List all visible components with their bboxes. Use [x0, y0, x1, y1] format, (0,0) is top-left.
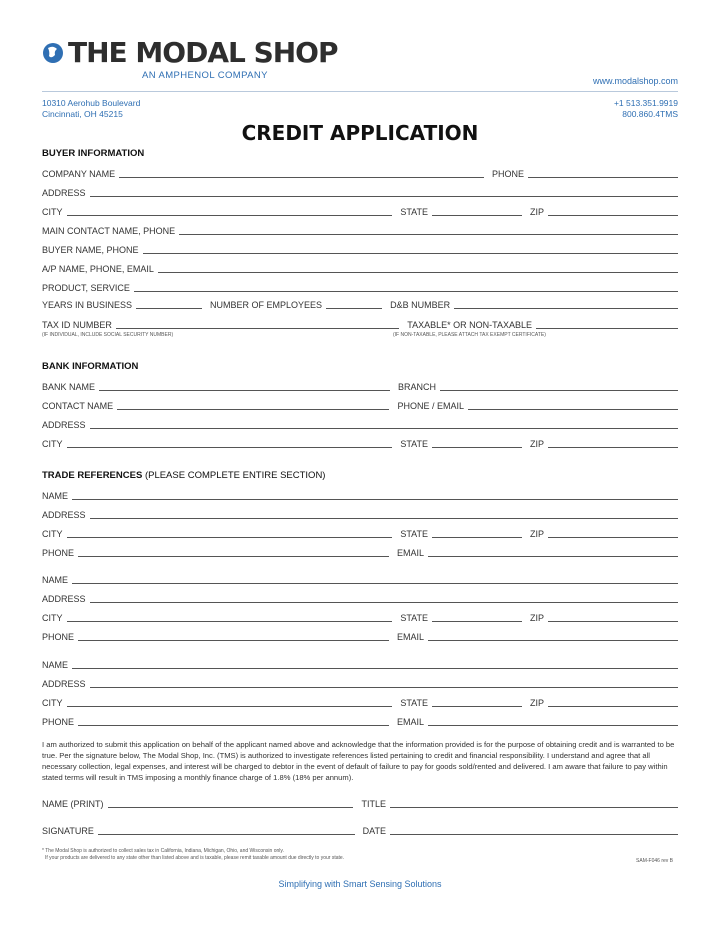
- bank-zip-label: ZIP: [529, 439, 544, 449]
- phone-email-label: PHONE / EMAIL: [397, 401, 464, 411]
- company-name-field[interactable]: [119, 177, 484, 178]
- ref3-email-field[interactable]: [428, 725, 678, 726]
- bank-name-field[interactable]: [99, 390, 390, 391]
- ref1-address-field[interactable]: [90, 518, 678, 519]
- ref3-name-field[interactable]: [72, 668, 678, 669]
- ap-name-label: A/P NAME, PHONE, EMAIL: [42, 264, 154, 274]
- header-divider: [42, 91, 678, 92]
- phone-label: PHONE: [491, 169, 524, 179]
- ref1-name-row: [42, 489, 678, 501]
- ref1-name-field[interactable]: [72, 499, 678, 500]
- product-service-label: PRODUCT, SERVICE: [42, 283, 130, 293]
- ref3-email-label: EMAIL: [396, 717, 424, 727]
- buyer-name-label: BUYER NAME, PHONE: [42, 245, 139, 255]
- ref3-zip-field[interactable]: [548, 706, 678, 707]
- city-field[interactable]: [67, 215, 393, 216]
- bank-address-field[interactable]: [90, 428, 678, 429]
- bank-state-label: STATE: [400, 439, 428, 449]
- ref2-address-field[interactable]: [90, 602, 678, 603]
- tax-id-field[interactable]: [116, 328, 399, 329]
- website-link[interactable]: www.modalshop.com: [592, 76, 678, 86]
- ref1-phone-field[interactable]: [78, 556, 389, 557]
- ref2-address-label: ADDRESS: [42, 594, 86, 604]
- company-name: THE MODAL SHOP: [68, 36, 338, 69]
- ref1-city-label: CITY: [42, 529, 63, 539]
- ref2-phone-field[interactable]: [78, 640, 389, 641]
- ref1-address-label: ADDRESS: [42, 510, 86, 520]
- row-bank-address: [42, 418, 678, 430]
- row-bank-city: [42, 437, 678, 449]
- date-label: DATE: [362, 826, 386, 836]
- ref1-zip-field[interactable]: [548, 537, 678, 538]
- row-buyer-city: [42, 205, 678, 217]
- ref1-state-label: STATE: [400, 529, 428, 539]
- name-print-label: NAME (PRINT): [42, 799, 104, 809]
- letterhead: [42, 38, 338, 81]
- company-tagline: AN AMPHENOL COMPANY: [142, 70, 268, 81]
- footer-slogan: Simplifying with Smart Sensing Solutions: [278, 879, 442, 889]
- ref2-phone-label: PHONE: [42, 632, 75, 642]
- ref2-phone-row: [42, 630, 678, 642]
- tax-id-note: (IF INDIVIDUAL, INCLUDE SOCIAL SECURITY NUMBER): [42, 332, 174, 338]
- row-buyer-name: [42, 243, 678, 255]
- tax-footnote: [42, 848, 344, 862]
- trade-subheading: (PLEASE COMPLETE ENTIRE SECTION): [144, 470, 326, 481]
- main-contact-label: MAIN CONTACT NAME, PHONE: [42, 226, 176, 236]
- tax-id-label: TAX ID NUMBER: [42, 320, 112, 330]
- ref2-address-row: [42, 592, 678, 604]
- ref3-phone-row: [42, 715, 678, 727]
- ref2-name-row: [42, 573, 678, 585]
- row-business-info: [42, 298, 678, 310]
- ref3-name-label: NAME: [42, 660, 69, 670]
- ref3-phone-field[interactable]: [78, 725, 389, 726]
- employees-label: NUMBER OF EMPLOYEES: [210, 300, 323, 310]
- ref3-address-row: [42, 677, 678, 689]
- ref2-city-row: [42, 611, 678, 623]
- ref1-phone-label: PHONE: [42, 548, 75, 558]
- ref1-phone-row: [42, 546, 678, 558]
- ref1-email-label: EMAIL: [396, 548, 424, 558]
- bank-address-label: ADDRESS: [42, 420, 86, 430]
- ref3-city-label: CITY: [42, 698, 63, 708]
- buyer-name-field[interactable]: [143, 253, 678, 254]
- bank-name-label: BANK NAME: [42, 382, 96, 392]
- ref1-zip-label: ZIP: [529, 529, 544, 539]
- ref3-address-field[interactable]: [90, 687, 678, 688]
- section-heading-trade: [42, 470, 325, 481]
- phone-number: +1 513.351.9919: [613, 98, 678, 108]
- years-in-business-field[interactable]: [136, 308, 202, 309]
- ref2-email-label: EMAIL: [396, 632, 424, 642]
- ref2-city-label: CITY: [42, 613, 63, 623]
- ref2-zip-label: ZIP: [529, 613, 544, 623]
- company-phones: [614, 98, 678, 120]
- address-field[interactable]: [90, 196, 678, 197]
- address-line-2: Cincinnati, OH 45215: [42, 109, 123, 119]
- ref2-state-field[interactable]: [432, 621, 522, 622]
- employees-field[interactable]: [326, 308, 382, 309]
- row-company-phone: [42, 167, 678, 179]
- tollfree-number: 800.860.4TMS: [622, 109, 678, 119]
- dnb-number-field[interactable]: [454, 308, 678, 309]
- footnote-line-1: * The Modal Shop is authorized to collect sales tax in California, Indiana, Michigan, Ohio, and Wisconsin only.: [42, 848, 284, 854]
- ref1-address-row: [42, 508, 678, 520]
- ref3-name-row: [42, 658, 678, 670]
- zip-field[interactable]: [548, 215, 678, 216]
- title-label: TITLE: [361, 799, 386, 809]
- zip-label: ZIP: [529, 207, 544, 217]
- ref3-state-label: STATE: [400, 698, 428, 708]
- date-field[interactable]: [390, 834, 678, 835]
- city-label: CITY: [42, 207, 63, 217]
- ref2-email-field[interactable]: [428, 640, 678, 641]
- row-buyer-address: [42, 186, 678, 198]
- ref3-address-label: ADDRESS: [42, 679, 86, 689]
- form-id: SAM-F046 rev B: [636, 858, 673, 864]
- ref2-city-field[interactable]: [67, 621, 393, 622]
- product-service-field[interactable]: [134, 291, 678, 292]
- company-name-label: COMPANY NAME: [42, 169, 116, 179]
- contact-name-label: CONTACT NAME: [42, 401, 114, 411]
- branch-label: BRANCH: [397, 382, 436, 392]
- branch-field[interactable]: [440, 390, 678, 391]
- bank-state-field[interactable]: [432, 447, 522, 448]
- ref3-state-field[interactable]: [432, 706, 522, 707]
- years-in-business-label: YEARS IN BUSINESS: [42, 300, 133, 310]
- signature-field[interactable]: [98, 834, 355, 835]
- row-bank-contact: [42, 399, 678, 411]
- ref3-phone-label: PHONE: [42, 717, 75, 727]
- bank-city-label: CITY: [42, 439, 63, 449]
- trade-heading: TRADE REFERENCES: [42, 470, 143, 481]
- ref1-city-field[interactable]: [67, 537, 393, 538]
- footnote-line-2: If your products are delivered to any state other than listed above and is taxable, please remit taxable amount due directly to your state.: [45, 855, 345, 861]
- row-ap-name: [42, 262, 678, 274]
- globe-logo-icon: [42, 41, 64, 65]
- ref2-name-label: NAME: [42, 575, 69, 585]
- name-print-field[interactable]: [108, 807, 354, 808]
- row-signature-date: [42, 824, 678, 836]
- taxable-field[interactable]: [536, 328, 678, 329]
- ref2-zip-field[interactable]: [548, 621, 678, 622]
- phone-field[interactable]: [528, 177, 678, 178]
- section-heading-buyer: BUYER INFORMATION: [42, 148, 145, 159]
- state-label: STATE: [400, 207, 428, 217]
- bank-zip-field[interactable]: [548, 447, 678, 448]
- ref2-name-field[interactable]: [72, 583, 678, 584]
- signature-label: SIGNATURE: [42, 826, 94, 836]
- row-name-title: [42, 797, 678, 809]
- authorization-statement: I am authorized to submit this application on behalf of the applicant named above and acknowledge that the information provided is for the purpose of obtaining credit and is warranted to be true. Per the signature below, The Modal Shop, Inc. (TMS) is authorized to investigate references listed pertaining to credit and financial responsibility. I understand and agree that all necessary collection, legal expenses, and interest will be charged to debtor in the event of default of failure to pay for goods sold/rented and delivered. I am aware that failure to pay within stated terms will result in TMS imposing a monthly finance charge of 1.8% (18% per annum).: [42, 740, 675, 782]
- company-address: [42, 98, 140, 120]
- dnb-number-label: D&B NUMBER: [390, 300, 451, 310]
- ref3-city-field[interactable]: [67, 706, 393, 707]
- ref3-city-row: [42, 696, 678, 708]
- bank-city-field[interactable]: [67, 447, 393, 448]
- main-contact-field[interactable]: [179, 234, 678, 235]
- phone-email-field[interactable]: [468, 409, 678, 410]
- ref1-state-field[interactable]: [432, 537, 522, 538]
- row-main-contact: [42, 224, 678, 236]
- state-field[interactable]: [432, 215, 522, 216]
- address-line-1: 10310 Aerohub Boulevard: [42, 98, 141, 108]
- row-tax: [42, 318, 678, 330]
- title-field[interactable]: [390, 807, 678, 808]
- row-product-service: [42, 281, 678, 293]
- ref3-zip-label: ZIP: [529, 698, 544, 708]
- ref1-email-field[interactable]: [428, 556, 678, 557]
- taxable-note: (IF NON-TAXABLE, PLEASE ATTACH TAX EXEMPT CERTIFICATE): [393, 332, 546, 338]
- row-bank-name: [42, 380, 678, 392]
- ref1-city-row: [42, 527, 678, 539]
- company-logo: [42, 38, 338, 68]
- address-label: ADDRESS: [42, 188, 86, 198]
- section-heading-bank: BANK INFORMATION: [42, 361, 139, 372]
- ap-name-field[interactable]: [158, 272, 678, 273]
- page-title: CREDIT APPLICATION: [241, 121, 479, 145]
- contact-name-field[interactable]: [117, 409, 389, 410]
- taxable-label: TAXABLE* OR NON-TAXABLE: [407, 320, 532, 330]
- ref2-state-label: STATE: [400, 613, 428, 623]
- ref1-name-label: NAME: [42, 491, 69, 501]
